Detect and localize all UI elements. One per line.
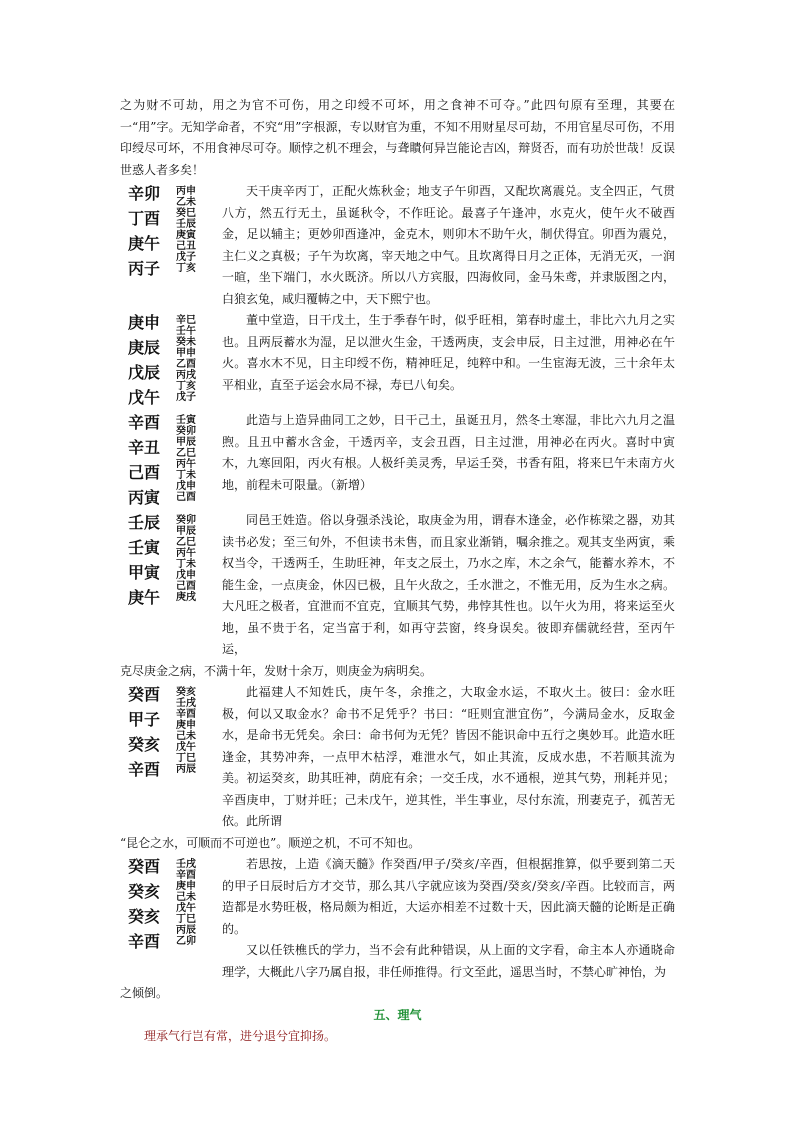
pillar: 壬寅: [128, 538, 161, 557]
entry-text: 董中堂造，日干戊土，生于季春午时，似乎旺相，第春时虚土，非比六九月之实也。且两辰蓄水为湿，足以泄火生金，干透两庚，支会申辰，日主过泄，用神必在午火。喜水木不见，日主印绶不伤，精神旺足，纯粹中和。一生宦海无波，三十余年太平相业，直至子运会水局不禄，寿已八旬矣。: [222, 313, 675, 392]
entry-text: 此福建人不知姓氏，庚午冬，余推之，大取金水运，不取火土。彼曰：金水旺极，何以又取金水？命书不足凭乎？书曰：“旺则宜泄宜伤”，今满局金水，反取金水，是命书无凭矣。余曰：命书何为无凭？皆因不能识命中五行之奥妙耳。此造水旺逢金，其势冲奔，一点甲木枯浮，难泄水气，如止其流，反成水患，不若顺其流为美。初运癸亥，助其旺神，荫庇有余；一交壬戌，水不通根，逆其气势，刑耗并见；辛酉庚申，丁财并旺；己未戊午，逆其性，半生事业，尽付东流，刑妻克子，孤苦无依。此所谓: [222, 685, 675, 828]
chart-entry: [120, 410, 675, 510]
entry-text: 若思按，上造《滴天髓》作癸酉/甲子/癸亥/辛酉，但根据推算，似乎要到第二天的甲子日辰时后方才交节，那么其八字就应该为癸酉/癸亥/癸亥/辛酉。比较而言，两造都是水势旺极，格局颇为相近，大运亦相差不过数十天，因此滴天髓的论断是正确的。: [222, 857, 675, 936]
four-pillars: [120, 854, 176, 954]
luck-pillar: 癸卯: [176, 426, 196, 437]
luck-pillar: 己丑: [176, 241, 196, 252]
chart-entries: [120, 181, 675, 1005]
luck-pillar: 丁未: [176, 559, 196, 570]
pillar: 壬辰: [128, 513, 161, 532]
entry-text: 同邑王姓造。俗以身强杀浅论，取庚金为用，谓春木逢金，必作栋梁之器，劝其读书必发；至三旬外，不但读书未售，而且家业渐销，嘱余推之。观其支坐两寅，乘权当令，干透两壬，生助旺神，年支之辰土，乃水之库，木之余气，能蓄水养木，不能生金，一点庚金，休囚已极，且午火敌之，壬水泄之，不惟无用，反为生水之病。大凡旺之极者，宜泄而不宜克，宜顺其气势，弗悖其性也。以午火为用，将来运至火地，虽不贵于名，定当富于利，如再守芸窗，终身误矣。彼即弃儒就经营，至丙午运，: [222, 513, 675, 656]
chart-entry: [120, 510, 675, 682]
luck-pillar: 乙未: [176, 197, 196, 208]
four-pillars: [120, 410, 176, 510]
section-slogan: 理承气行岂有常，进兮退兮宜抑扬。: [144, 1028, 337, 1043]
luck-pillar: 庚申: [176, 720, 196, 731]
luck-pillar: 乙巳: [176, 448, 196, 459]
luck-pillar: 甲申: [176, 348, 196, 359]
luck-pillar: 壬戌: [176, 859, 196, 870]
luck-pillar: 丁亥: [176, 263, 196, 274]
pillar: 癸亥: [128, 735, 161, 754]
luck-pillar: 丙辰: [176, 925, 196, 936]
luck-pillars: [176, 854, 222, 947]
pillar: 辛酉: [128, 932, 161, 951]
pillar: 癸酉: [128, 857, 161, 876]
luck-pillar: 丙午: [176, 459, 196, 470]
luck-pillar: 乙巳: [176, 537, 196, 548]
intro-paragraph: 之为财不可劫，用之为官不可伤，用之印绶不可坏，用之食神不可夺。”此四句原有至理，其要在一“用”字。无知学命者，不究“用”字根源，专以财官为重，不知不用财星尽可劫，不用官星尽可伤，不用印绶尽可坏，不用食神尽可夺。顺悖之机不理会，与聋瞶何异岂能论吉凶，辩贤否，而有功於世哉！反误世惑人者多矣！: [120, 98, 675, 177]
luck-pillar: 壬寅: [176, 415, 196, 426]
pillar: 庚午: [128, 588, 161, 607]
luck-pillar: 丁未: [176, 470, 196, 481]
entry-tail-text: 克尽庚金之病，不满十年，发财十余万，则庚金为病明矣。: [120, 663, 433, 678]
luck-pillar: 戊申: [176, 481, 196, 492]
chart-entry: [120, 682, 675, 854]
entry-tail-text: 之倾倒。: [120, 986, 169, 1000]
luck-pillar: 己未: [176, 892, 196, 903]
pillar: 庚辰: [128, 338, 161, 357]
luck-pillar: 甲辰: [176, 526, 196, 537]
pillar: 甲寅: [128, 563, 161, 582]
luck-pillar: 甲辰: [176, 437, 196, 448]
luck-pillar: 己酉: [176, 492, 196, 503]
luck-pillar: 癸巳: [176, 208, 196, 219]
pillar: 庚午: [128, 234, 161, 253]
pillar: 辛丑: [128, 438, 161, 457]
luck-pillar: 己未: [176, 731, 196, 742]
pillar: 己酉: [128, 463, 161, 482]
luck-pillar: 丙辰: [176, 764, 196, 775]
four-pillars: [120, 510, 176, 610]
pillar: 癸亥: [128, 882, 161, 901]
luck-pillar: 壬辰: [176, 219, 196, 230]
luck-pillar: 己酉: [176, 581, 196, 592]
luck-pillar: 丁亥: [176, 381, 196, 392]
pillar: 甲子: [128, 710, 161, 729]
luck-pillar: 辛酉: [176, 870, 196, 881]
page-content: [120, 95, 675, 1047]
luck-pillar: 癸未: [176, 337, 196, 348]
chart-entry: [120, 310, 675, 410]
pillar: 丁酉: [128, 209, 161, 228]
luck-pillar: 丙申: [176, 186, 196, 197]
pillar: 辛酉: [128, 413, 161, 432]
entry-text: 此造与上造异曲同工之妙，日干己土，虽诞丑月，然冬土寒湿，非比六九月之温煦。且丑中蓄水含金，干透丙辛，支会丑酉，日主过泄，用神必在丙火。喜时中寅木，九寒回阳，丙火有根。人极纤美灵秀，早运壬癸，书香有阻，将来巳午未南方火地，前程未可限量。（新增）: [222, 413, 675, 492]
luck-pillars: [176, 510, 222, 603]
luck-pillar: 辛巳: [176, 315, 196, 326]
luck-pillar: 庚申: [176, 881, 196, 892]
pillar: 戊辰: [128, 363, 161, 382]
pillar: 癸亥: [128, 907, 161, 926]
luck-pillar: 壬午: [176, 326, 196, 337]
luck-pillar: 庚寅: [176, 230, 196, 241]
pillar: 辛酉: [128, 760, 161, 779]
luck-pillars: [176, 181, 222, 274]
section-title: 五、理气: [373, 1007, 422, 1022]
luck-pillar: 丙戌: [176, 370, 196, 381]
luck-pillar: 戊午: [176, 742, 196, 753]
luck-pillar: 戊子: [176, 392, 196, 403]
entry-text: 天干庚辛丙丁，正配火炼秋金；地支子午卯酉，又配坎离震兑。支全四正，气贯八方，然五行无土，虽诞秋令，不作旺论。最喜子午逢冲，水克火，使午火不破酉金，足以辅主；更妙卯酉逢冲，金克木，则卯木不助午火，制伏得宜。卯酉为震兑，主仁义之真极；子午为坎离，宰天地之中气。且坎离得日月之正体，无消无灭，一润一暄，坐下端门，水火既济。所以八方宾服，四海攸同，金马朱鸢，并隶版图之内，白狼玄兔，咸归覆帱之中，天下熙宁也。: [222, 184, 675, 306]
luck-pillar: 癸卯: [176, 515, 196, 526]
four-pillars: [120, 310, 176, 410]
pillar: 丙寅: [128, 488, 161, 507]
entry-tail-text: “昆仑之水，可顺而不可逆也”。顺逆之机，不可不知也。: [120, 835, 421, 850]
chart-entry: [120, 181, 675, 310]
luck-pillar: 壬戌: [176, 698, 196, 709]
luck-pillar: 乙卯: [176, 936, 196, 947]
luck-pillar: 丁巳: [176, 914, 196, 925]
luck-pillar: 戊申: [176, 570, 196, 581]
luck-pillar: 癸亥: [176, 687, 196, 698]
pillar: 庚申: [128, 313, 161, 332]
pillar: 戊午: [128, 388, 161, 407]
entry-text-continued: 又以任铁樵氏的学力，当不会有此种错误，从上面的文字看，命主本人亦通晓命理学，大概此八字乃属自报，非任师推得。行文至此，遥思当时，不禁心旷神怡，为: [222, 943, 675, 979]
four-pillars: [120, 181, 176, 281]
pillar: 丙子: [128, 259, 161, 278]
luck-pillar: 戊午: [176, 903, 196, 914]
luck-pillar: 戊子: [176, 252, 196, 263]
luck-pillars: [176, 310, 222, 403]
four-pillars: [120, 682, 176, 782]
luck-pillar: 辛酉: [176, 709, 196, 720]
luck-pillars: [176, 682, 222, 775]
luck-pillar: 庚戌: [176, 592, 196, 603]
luck-pillars: [176, 410, 222, 503]
luck-pillar: 乙酉: [176, 359, 196, 370]
luck-pillar: 丙午: [176, 548, 196, 559]
pillar: 癸酉: [128, 685, 161, 704]
chart-entry: [120, 854, 675, 1005]
luck-pillar: 丁巳: [176, 753, 196, 764]
pillar: 辛卯: [128, 184, 161, 203]
